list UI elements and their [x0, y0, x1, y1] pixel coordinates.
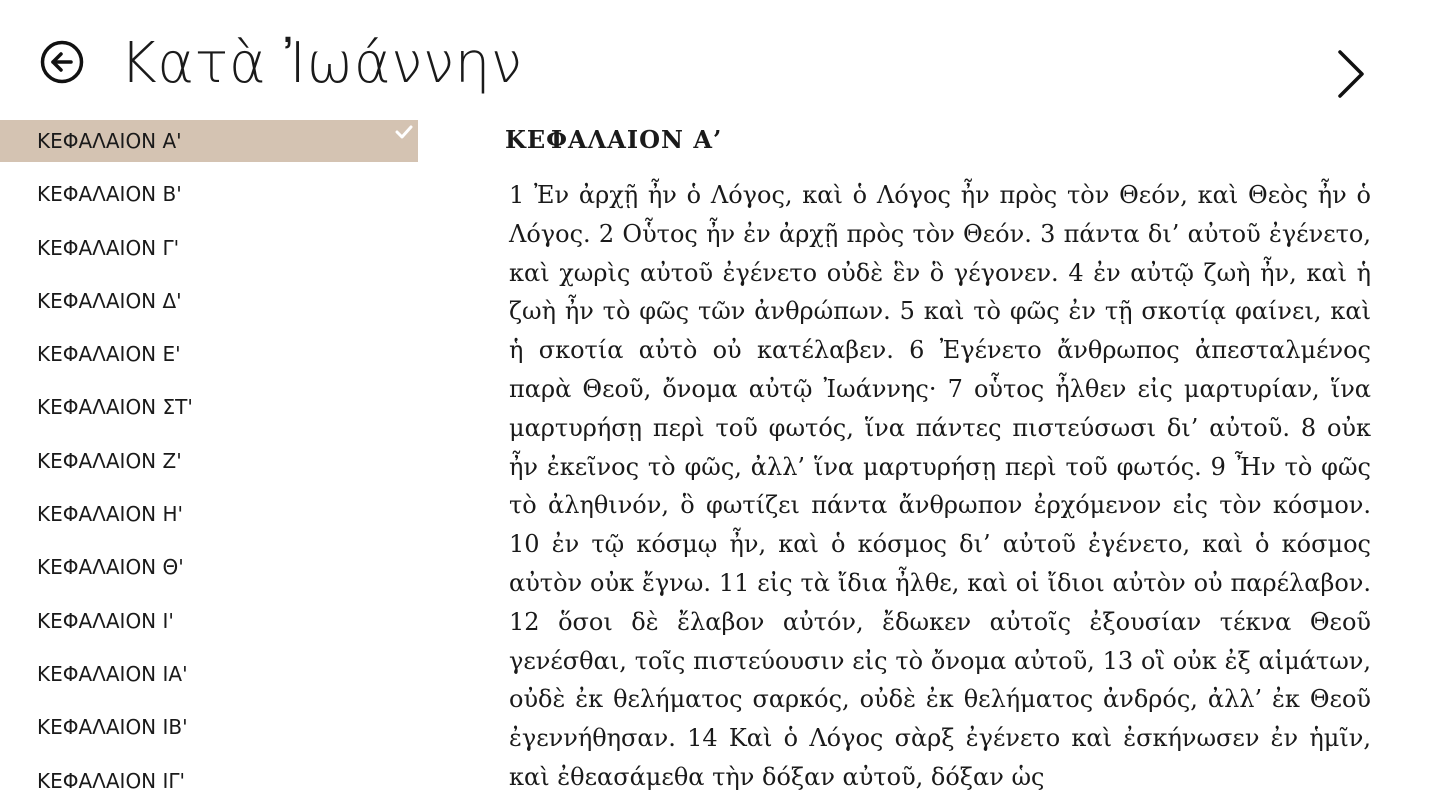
- chapter-label: ΚΕΦΑΛΑΙΟΝ Ε': [37, 342, 181, 367]
- chapter-label: ΚΕΦΑΛΑΙΟΝ ΙΒ': [37, 715, 188, 740]
- chapter-label: ΚΕΦΑΛΑΙΟΝ Ζ': [37, 448, 182, 473]
- chapter-label: ΚΕΦΑΛΑΙΟΝ ΙΑ': [37, 661, 188, 686]
- chapter-item-9[interactable]: [0, 546, 418, 588]
- chapter-text: 1 Ἐν ἀρχῇ ἦν ὁ Λόγος, καὶ ὁ Λόγος ἦν πρὸς τὸν Θεόν, καὶ Θεὸς ἦν ὁ Λόγος. 2 Οὗτος ἦν ἐν ἀρχῇ πρὸς τὸν Θεόν. 3 πάντα δι’ αὐτοῦ ἐγένετο, καὶ χωρὶς αὐτοῦ ἐγένετο οὐδὲ ἓν ὃ γέγονεν. 4 ἐν αὐτῷ ζωὴ ἦν, καὶ ἡ ζωὴ ἦν τὸ φῶς τῶν ἀνθρώπων. 5 καὶ τὸ φῶς ἐν τῇ σκοτίᾳ φαίνει, καὶ ἡ σκοτία αὐτὸ οὐ κατέλαβεν. 6 Ἐγένετο ἄνθρωπος ἀπεσταλμένος παρὰ Θεοῦ, ὄνομα αὐτῷ Ἰωάννης· 7 οὗτος ἦλθεν εἰς μαρτυρίαν, ἵνα μαρτυρήσῃ περὶ τοῦ φωτός, ἵνα πάντες πιστεύσωσι δι’ αὐτοῦ. 8 οὐκ ἦν ἐκεῖνος τὸ φῶς, ἀλλ’ ἵνα μαρτυρήσῃ περὶ τοῦ φωτός. 9 Ἦν τὸ φῶς τὸ ἀληθινόν, ὃ φωτίζει πάντα ἄνθρωπον ἐρχόμενον εἰς τὸν κόσμον. 10 ἐν τῷ κόσμῳ ἦν, καὶ ὁ κόσμος δι’ αὐτοῦ ἐγένετο, καὶ ὁ κόσμος αὐτὸν οὐκ ἔγνω. 11 εἰς τὰ ἴδια ἦλθε, καὶ οἱ ἴδιοι αὐτὸν οὐ παρέλαβον. 12 ὅσοι δὲ ἔλαβον αὐτόν, ἔδωκεν αὐτοῖς ἐξουσίαν τέκνα Θεοῦ γενέσθαι, τοῖς πιστεύουσιν εἰς τὸ ὄνομα αὐτοῦ, 13 οἳ οὐκ ἐξ αἱμάτων, οὐδὲ ἐκ θελήματος σαρκός, οὐδὲ ἐκ θελήματος ἀνδρός, ἀλλ’ ἐκ Θεοῦ ἐγεννήθησαν. 14 Καὶ ὁ Λόγος σὰρξ ἐγένετο καὶ ἐσκήνωσεν ἐν ἡμῖν, καὶ ἐθεασάμεθα τὴν δόξαν αὐτοῦ, δόξαν ὡς: [509, 181, 1371, 791]
- chapter-item-11[interactable]: [0, 653, 418, 695]
- chapter-label: ΚΕΦΑΛΑΙΟΝ Θ': [37, 555, 184, 580]
- chapter-label: ΚΕΦΑΛΑΙΟΝ Β': [37, 182, 182, 207]
- chapter-heading: ΚΕΦΑΛΑΙΟΝ Α’: [505, 125, 723, 154]
- chapter-label: ΚΕΦΑΛΑΙΟΝ Γ': [37, 235, 180, 260]
- chapter-label: ΚΕΦΑΛΑΙΟΝ ΣΤ': [37, 395, 193, 420]
- page-title: Κατὰ Ἰωάννην: [120, 31, 523, 96]
- chapter-label: ΚΕΦΑΛΑΙΟΝ Ι': [37, 608, 174, 633]
- chapter-content: [505, 118, 1371, 797]
- chapter-item-13[interactable]: [0, 760, 418, 802]
- back-arrow-circle-icon: [40, 40, 84, 84]
- chapter-list: [0, 120, 418, 810]
- chapter-item-3[interactable]: [0, 227, 418, 269]
- chapter-item-10[interactable]: [0, 600, 418, 642]
- chapter-label: ΚΕΦΑΛΑΙΟΝ ΙΓ': [37, 768, 186, 793]
- chapter-item-4[interactable]: [0, 280, 418, 322]
- next-button[interactable]: [1330, 48, 1374, 100]
- check-icon: [395, 124, 413, 140]
- chapter-item-12[interactable]: [0, 706, 418, 748]
- chapter-item-5[interactable]: [0, 333, 418, 375]
- chapter-item-8[interactable]: [0, 493, 418, 535]
- chapter-item-7[interactable]: [0, 440, 418, 482]
- chapter-label: ΚΕΦΑΛΑΙΟΝ Η': [37, 502, 184, 527]
- chapter-item-2[interactable]: [0, 173, 418, 215]
- chapter-label: ΚΕΦΑΛΑΙΟΝ Δ': [37, 288, 182, 313]
- chevron-right-icon: [1330, 48, 1374, 100]
- chapter-item-1[interactable]: [0, 120, 418, 162]
- chapter-label: ΚΕΦΑΛΑΙΟΝ Α': [37, 129, 182, 153]
- back-button[interactable]: [40, 40, 84, 84]
- chapter-item-6[interactable]: [0, 386, 418, 428]
